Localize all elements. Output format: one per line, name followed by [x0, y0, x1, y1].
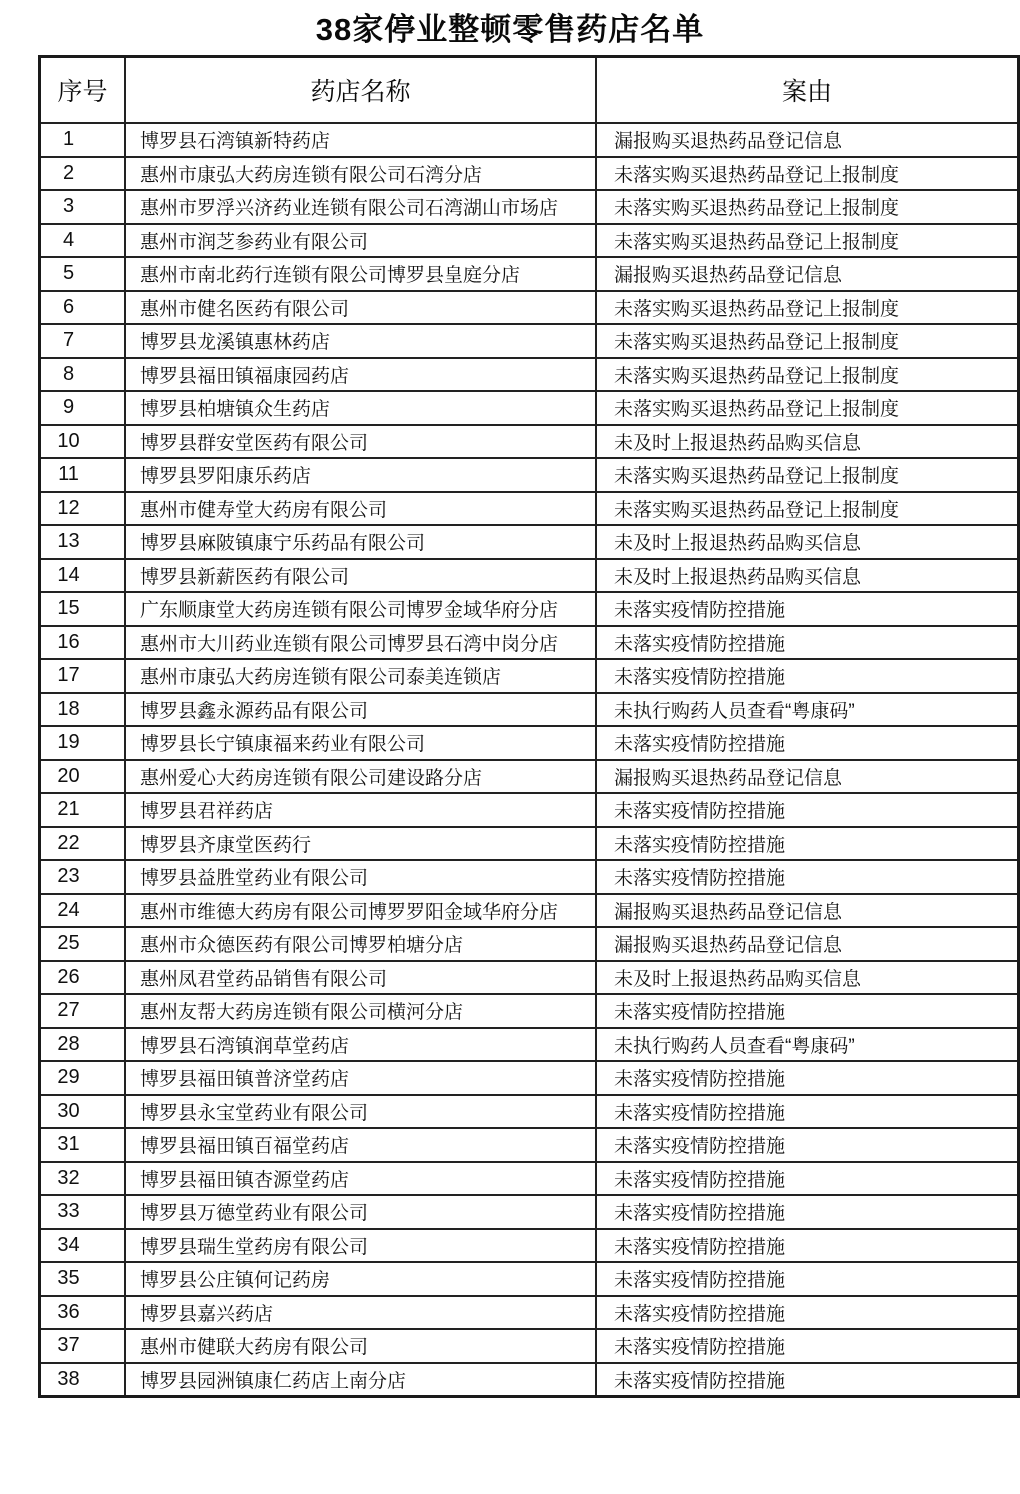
case-reason-cell: 漏报购买退热药品登记信息	[596, 760, 1019, 794]
case-reason-cell: 未落实疫情防控措施	[596, 1061, 1019, 1095]
case-reason-cell: 未及时上报退热药品购买信息	[596, 559, 1019, 593]
table-row	[40, 827, 1019, 861]
pharmacy-name-cell: 惠州爱心大药房连锁有限公司建设路分店	[125, 760, 596, 794]
case-reason-cell: 未及时上报退热药品购买信息	[596, 961, 1019, 995]
table-row	[40, 626, 1019, 660]
table-row	[40, 391, 1019, 425]
table-row	[40, 693, 1019, 727]
row-index-cell: 2	[40, 157, 126, 191]
pharmacy-name-cell: 博罗县麻陂镇康宁乐药品有限公司	[125, 525, 596, 559]
pharmacy-name-cell: 博罗县永宝堂药业有限公司	[125, 1095, 596, 1129]
table-row	[40, 492, 1019, 526]
row-index-cell: 5	[40, 257, 126, 291]
table-row	[40, 1061, 1019, 1095]
row-index-cell: 32	[40, 1162, 126, 1196]
row-index-cell: 24	[40, 894, 126, 928]
case-reason-cell: 漏报购买退热药品登记信息	[596, 257, 1019, 291]
case-reason-cell: 未落实疫情防控措施	[596, 626, 1019, 660]
table-row	[40, 760, 1019, 794]
case-reason-cell: 未执行购药人员查看“粤康码”	[596, 1028, 1019, 1062]
row-index-cell: 18	[40, 693, 126, 727]
pharmacy-name-cell: 惠州市众德医药有限公司博罗柏塘分店	[125, 927, 596, 961]
case-reason-cell: 未落实疫情防控措施	[596, 1128, 1019, 1162]
pharmacy-name-cell: 博罗县鑫永源药品有限公司	[125, 693, 596, 727]
table-row	[40, 1128, 1019, 1162]
table-row	[40, 157, 1019, 191]
row-index-cell: 14	[40, 559, 126, 593]
row-index-cell: 31	[40, 1128, 126, 1162]
row-index-cell: 38	[40, 1363, 126, 1397]
pharmacy-name-cell: 惠州市罗浮兴济药业连锁有限公司石湾湖山市场店	[125, 190, 596, 224]
case-reason-cell: 未落实购买退热药品登记上报制度	[596, 391, 1019, 425]
case-reason-cell: 漏报购买退热药品登记信息	[596, 927, 1019, 961]
pharmacy-name-cell: 博罗县齐康堂医药行	[125, 827, 596, 861]
table-row	[40, 1095, 1019, 1129]
table-header	[40, 57, 1019, 124]
pharmacy-name-cell: 博罗县石湾镇新特药店	[125, 123, 596, 157]
page-title: 38家停业整顿零售药店名单	[315, 12, 705, 47]
row-index-cell: 26	[40, 961, 126, 995]
row-index-cell: 37	[40, 1329, 126, 1363]
pharmacy-name-cell: 惠州市康弘大药房连锁有限公司泰美连锁店	[125, 659, 596, 693]
pharmacy-name-cell: 惠州市南北药行连锁有限公司博罗县皇庭分店	[125, 257, 596, 291]
header-case-reason: 案由	[596, 57, 1019, 124]
row-index-cell: 7	[40, 324, 126, 358]
pharmacy-name-cell: 博罗县益胜堂药业有限公司	[125, 860, 596, 894]
row-index-cell: 28	[40, 1028, 126, 1062]
case-reason-cell: 未及时上报退热药品购买信息	[596, 525, 1019, 559]
table-row	[40, 927, 1019, 961]
table-body	[40, 123, 1019, 1397]
table-row	[40, 793, 1019, 827]
table-row	[40, 190, 1019, 224]
row-index-cell: 34	[40, 1229, 126, 1263]
pharmacy-name-cell: 惠州市润芝参药业有限公司	[125, 224, 596, 258]
row-index-cell: 17	[40, 659, 126, 693]
pharmacy-name-cell: 博罗县嘉兴药店	[125, 1296, 596, 1330]
table-row	[40, 1296, 1019, 1330]
case-reason-cell: 未落实购买退热药品登记上报制度	[596, 224, 1019, 258]
pharmacy-name-cell: 博罗县福田镇普济堂药店	[125, 1061, 596, 1095]
case-reason-cell: 未落实疫情防控措施	[596, 1262, 1019, 1296]
table-row	[40, 961, 1019, 995]
pharmacy-name-cell: 博罗县长宁镇康福来药业有限公司	[125, 726, 596, 760]
case-reason-cell: 未落实疫情防控措施	[596, 1363, 1019, 1397]
table-row	[40, 994, 1019, 1028]
row-index-cell: 3	[40, 190, 126, 224]
case-reason-cell: 未落实购买退热药品登记上报制度	[596, 291, 1019, 325]
table-row	[40, 1162, 1019, 1196]
pharmacy-name-cell: 博罗县公庄镇何记药房	[125, 1262, 596, 1296]
row-index-cell: 4	[40, 224, 126, 258]
table-row	[40, 726, 1019, 760]
pharmacy-name-cell: 博罗县石湾镇润草堂药店	[125, 1028, 596, 1062]
case-reason-cell: 未落实购买退热药品登记上报制度	[596, 492, 1019, 526]
row-index-cell: 33	[40, 1195, 126, 1229]
case-reason-cell: 未落实疫情防控措施	[596, 1229, 1019, 1263]
row-index-cell: 23	[40, 860, 126, 894]
pharmacy-name-cell: 惠州市大川药业连锁有限公司博罗县石湾中岗分店	[125, 626, 596, 660]
table-row	[40, 224, 1019, 258]
row-index-cell: 12	[40, 492, 126, 526]
row-index-cell: 1	[40, 123, 126, 157]
row-index-cell: 11	[40, 458, 126, 492]
case-reason-cell: 未落实疫情防控措施	[596, 860, 1019, 894]
pharmacy-name-cell: 惠州市健寿堂大药房有限公司	[125, 492, 596, 526]
pharmacy-name-cell: 博罗县群安堂医药有限公司	[125, 425, 596, 459]
row-index-cell: 9	[40, 391, 126, 425]
case-reason-cell: 未落实疫情防控措施	[596, 1195, 1019, 1229]
table-row	[40, 1363, 1019, 1397]
row-index-cell: 15	[40, 592, 126, 626]
pharmacy-name-cell: 惠州市健联大药房有限公司	[125, 1329, 596, 1363]
pharmacy-name-cell: 广东顺康堂大药房连锁有限公司博罗金域华府分店	[125, 592, 596, 626]
pharmacy-name-cell: 博罗县瑞生堂药房有限公司	[125, 1229, 596, 1263]
pharmacy-name-cell: 博罗县新薪医药有限公司	[125, 559, 596, 593]
pharmacy-name-cell: 惠州市健名医药有限公司	[125, 291, 596, 325]
case-reason-cell: 未落实购买退热药品登记上报制度	[596, 358, 1019, 392]
row-index-cell: 25	[40, 927, 126, 961]
pharmacy-name-cell: 博罗县龙溪镇惠林药店	[125, 324, 596, 358]
table-row	[40, 559, 1019, 593]
table-row	[40, 291, 1019, 325]
case-reason-cell: 未落实疫情防控措施	[596, 1095, 1019, 1129]
case-reason-cell: 未落实疫情防控措施	[596, 1296, 1019, 1330]
pharmacy-table	[38, 55, 1020, 1398]
pharmacy-name-cell: 博罗县万德堂药业有限公司	[125, 1195, 596, 1229]
table-row	[40, 525, 1019, 559]
case-reason-cell: 未落实疫情防控措施	[596, 793, 1019, 827]
table-row	[40, 894, 1019, 928]
case-reason-cell: 未落实疫情防控措施	[596, 994, 1019, 1028]
row-index-cell: 13	[40, 525, 126, 559]
table-row	[40, 592, 1019, 626]
table-row	[40, 659, 1019, 693]
pharmacy-name-cell: 博罗县君祥药店	[125, 793, 596, 827]
pharmacy-name-cell: 惠州凤君堂药品销售有限公司	[125, 961, 596, 995]
row-index-cell: 19	[40, 726, 126, 760]
case-reason-cell: 未落实疫情防控措施	[596, 592, 1019, 626]
case-reason-cell: 漏报购买退热药品登记信息	[596, 123, 1019, 157]
header-index: 序号	[40, 57, 126, 124]
case-reason-cell: 未落实疫情防控措施	[596, 1162, 1019, 1196]
row-index-cell: 6	[40, 291, 126, 325]
row-index-cell: 27	[40, 994, 126, 1028]
table-row	[40, 1229, 1019, 1263]
case-reason-cell: 未落实购买退热药品登记上报制度	[596, 190, 1019, 224]
pharmacy-name-cell: 博罗县福田镇杏源堂药店	[125, 1162, 596, 1196]
case-reason-cell: 未落实疫情防控措施	[596, 726, 1019, 760]
row-index-cell: 35	[40, 1262, 126, 1296]
row-index-cell: 36	[40, 1296, 126, 1330]
table-row	[40, 1195, 1019, 1229]
table-row	[40, 1028, 1019, 1062]
row-index-cell: 20	[40, 760, 126, 794]
table-row	[40, 1262, 1019, 1296]
table-row	[40, 458, 1019, 492]
header-pharmacy-name: 药店名称	[125, 57, 596, 124]
row-index-cell: 22	[40, 827, 126, 861]
table-row	[40, 123, 1019, 157]
pharmacy-name-cell: 博罗县罗阳康乐药店	[125, 458, 596, 492]
case-reason-cell: 未落实购买退热药品登记上报制度	[596, 157, 1019, 191]
case-reason-cell: 漏报购买退热药品登记信息	[596, 894, 1019, 928]
row-index-cell: 29	[40, 1061, 126, 1095]
pharmacy-name-cell: 博罗县柏塘镇众生药店	[125, 391, 596, 425]
row-index-cell: 16	[40, 626, 126, 660]
table-row	[40, 1329, 1019, 1363]
table-row	[40, 425, 1019, 459]
table-row	[40, 860, 1019, 894]
case-reason-cell: 未落实疫情防控措施	[596, 1329, 1019, 1363]
case-reason-cell: 未落实购买退热药品登记上报制度	[596, 458, 1019, 492]
row-index-cell: 8	[40, 358, 126, 392]
table-row	[40, 324, 1019, 358]
pharmacy-name-cell: 博罗县园洲镇康仁药店上南分店	[125, 1363, 596, 1397]
pharmacy-name-cell: 惠州市康弘大药房连锁有限公司石湾分店	[125, 157, 596, 191]
table-header-row	[40, 57, 1019, 124]
row-index-cell: 10	[40, 425, 126, 459]
table-row	[40, 257, 1019, 291]
row-index-cell: 21	[40, 793, 126, 827]
pharmacy-name-cell: 惠州友帮大药房连锁有限公司横河分店	[125, 994, 596, 1028]
table-row	[40, 358, 1019, 392]
case-reason-cell: 未执行购药人员查看“粤康码”	[596, 693, 1019, 727]
case-reason-cell: 未落实购买退热药品登记上报制度	[596, 324, 1019, 358]
pharmacy-name-cell: 博罗县福田镇福康园药店	[125, 358, 596, 392]
case-reason-cell: 未落实疫情防控措施	[596, 659, 1019, 693]
row-index-cell: 30	[40, 1095, 126, 1129]
case-reason-cell: 未及时上报退热药品购买信息	[596, 425, 1019, 459]
pharmacy-name-cell: 博罗县福田镇百福堂药店	[125, 1128, 596, 1162]
pharmacy-name-cell: 惠州市维德大药房有限公司博罗罗阳金域华府分店	[125, 894, 596, 928]
case-reason-cell: 未落实疫情防控措施	[596, 827, 1019, 861]
